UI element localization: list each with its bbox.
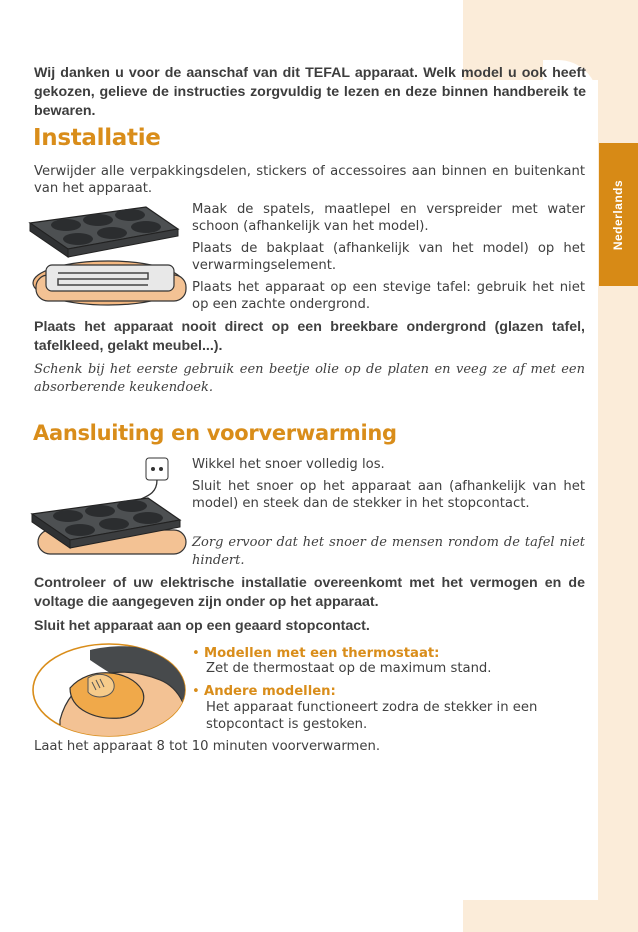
installatie-p1: Verwijder alle verpakkingsdelen, stickers of accessoires aan binnen en buitenkant van het apparaat. xyxy=(34,164,585,196)
installatie-p3: Plaats de bakplaat (afhankelijk van het model) op het verwarmingselement. xyxy=(192,241,585,273)
installatie-p2: Maak de spatels, maatlepel en verspreider met water schoon (afhankelijk van het model). xyxy=(192,202,585,234)
aansluiting-p1: Wikkel het snoer volledig los. xyxy=(192,457,385,472)
installatie-warning: Plaats het apparaat nooit direct op een breekbare ondergrond (glazen tafel, tafelkleed, gelakt meubel...). xyxy=(34,319,585,354)
plugged-crepe-maker-illustration xyxy=(30,454,190,568)
aansluiting-p2: Sluit het snoer op het apparaat aan (afhankelijk van het model) en steek dan de stekker in het stopcontact. xyxy=(192,479,585,511)
aansluiting-check: Controleer of uw elektrische installatie overeenkomt met het vermogen en de voltage die aangegeven zijn onder op het apparaat. xyxy=(34,575,585,610)
language-tab[interactable] xyxy=(599,143,638,286)
option-other xyxy=(192,683,585,700)
option-other-title: Andere modellen: xyxy=(203,684,336,699)
card-corner-bottom xyxy=(463,900,598,932)
aansluiting-ground: Sluit het apparaat aan op een geaard stopcontact. xyxy=(34,618,370,634)
aansluiting-tip: Zorg ervoor dat het snoer de mensen rondom de tafel niet hindert. xyxy=(192,535,585,568)
section-title-installatie: Installatie xyxy=(33,125,161,151)
bullet-icon: • xyxy=(192,684,200,699)
section-title-aansluiting: Aansluiting en voorverwarming xyxy=(33,421,397,445)
crepe-maker-illustration xyxy=(28,203,188,315)
preheat-text: Laat het apparaat 8 tot 10 minuten voorverwarmen. xyxy=(34,739,381,754)
option-other-text: Het apparaat functioneert zodra de stekker in een stopcontact is gestoken. xyxy=(206,700,538,732)
option-thermostat-title: Modellen met een thermostaat: xyxy=(203,646,440,661)
thermostat-illustration xyxy=(30,640,188,740)
installatie-p4: Plaats het apparaat op een stevige tafel: gebruik het niet op een zachte ondergrond. xyxy=(192,280,585,312)
bullet-icon: • xyxy=(192,646,200,661)
installatie-tip: Schenk bij het eerste gebruik een beetje olie op de platen en veeg ze af met een absorberende keukendoek. xyxy=(34,362,585,395)
option-thermostat-text: Zet de thermostaat op de maximum stand. xyxy=(206,661,492,676)
language-tab-label: Nederlands xyxy=(611,179,626,250)
intro-text: Wij danken u voor de aanschaf van dit TEFAL apparaat. Welk model u ook heeft gekozen, gelieve de instructies zorgvuldig te lezen en deze binnen handbereik te bewaren. xyxy=(34,65,586,120)
